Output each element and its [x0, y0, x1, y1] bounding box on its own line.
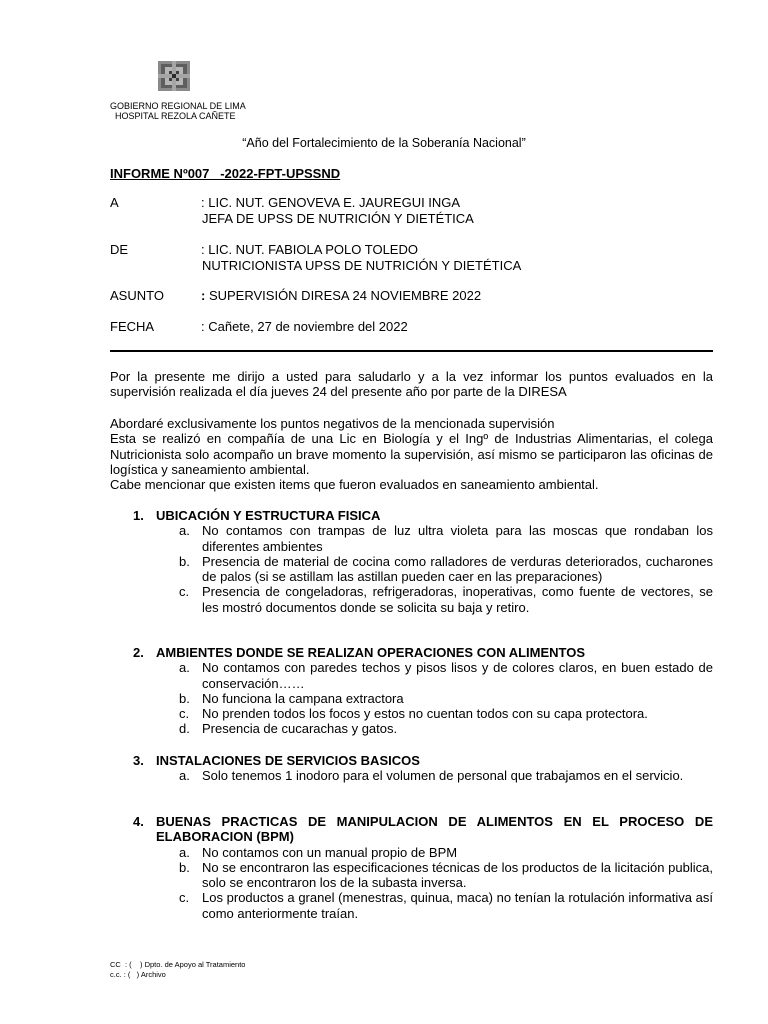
- section-4: [110, 814, 713, 921]
- section-title: UBICACIÓN Y ESTRUCTURA FISICA: [156, 508, 381, 523]
- divider: [110, 350, 713, 352]
- section-title: AMBIENTES DONDE SE REALIZAN OPERACIONES CON ALIMENTOS: [156, 645, 586, 660]
- item-marker: b.: [179, 553, 190, 569]
- list-item: [110, 890, 713, 921]
- section-heading: [110, 508, 713, 523]
- list-item: [110, 584, 713, 615]
- item-marker: c.: [179, 890, 190, 906]
- field-asunto-colon: :: [201, 288, 206, 303]
- field-de-value: : LIC. NUT. FABIOLA POLO TOLEDO: [201, 242, 418, 257]
- item-text: No funciona la campana extractora: [202, 690, 404, 706]
- copy-distribution: [110, 960, 245, 980]
- list-item: [110, 660, 713, 691]
- cc-line-2: c.c. : ( ) Archivo: [110, 970, 166, 979]
- section-3: [110, 753, 713, 784]
- section-heading: [110, 814, 713, 845]
- list-item: [110, 721, 713, 736]
- year-motto: “Año del Fortalecimiento de la Soberanía Nacional”: [242, 136, 526, 150]
- section-heading: [110, 753, 713, 768]
- item-marker: c.: [179, 584, 190, 600]
- field-asunto-value: SUPERVISIÓN DIRESA 24 NOVIEMBRE 2022: [205, 288, 482, 303]
- item-marker: b.: [179, 859, 190, 875]
- list-item: [110, 860, 713, 891]
- list-item: [110, 691, 713, 706]
- hospital-name: HOSPITAL REZOLA CAÑETE: [115, 111, 236, 121]
- item-marker: a.: [179, 844, 190, 860]
- item-marker: c.: [179, 706, 190, 722]
- field-de-position: NUTRICIONISTA UPSS DE NUTRICIÓN Y DIETÉTICA: [202, 258, 522, 273]
- section-number: 2.: [133, 645, 144, 660]
- section-number: 3.: [133, 753, 144, 768]
- list-item: [110, 554, 713, 585]
- context-paragraph: [110, 416, 713, 492]
- item-marker: b.: [179, 690, 190, 706]
- section-title: BUENAS PRACTICAS DE MANIPULACION DE ALIMENTOS EN EL PROCESO DE ELABORACION (BPM): [156, 814, 713, 845]
- field-de-label: DE: [110, 242, 129, 257]
- item-text: No contamos con un manual propio de BPM: [202, 844, 458, 860]
- list-item: [110, 523, 713, 554]
- section-heading: [110, 645, 713, 660]
- organization-header: [110, 101, 246, 121]
- item-text: No contamos con paredes techos y pisos lisos y de colores claros, en buen estado de conservación……: [202, 660, 713, 691]
- field-fecha-label: FECHA: [110, 319, 155, 334]
- section-1: [110, 508, 713, 615]
- item-marker: a.: [179, 768, 190, 784]
- item-text: Presencia de material de cocina como ralladores de verduras deteriorados, cucharones de palos (si se astillam las astillan pueden caer en las preparaciones): [202, 553, 713, 585]
- field-asunto-label: ASUNTO: [110, 288, 164, 303]
- item-text: No se encontraron las especificaciones técnicas de los productos de la licitación publica, solo se encontraron los de la subasta inversa.: [202, 859, 713, 891]
- seal-icon: [156, 60, 192, 92]
- context-line-2: Esta se realizó en compañía de una Lic en Biología y el Ingº de Industrias Alimentarias, el colega Nutricionista solo acompaño un brave momento la supervisión, así mismo se participaron las oficinas de logística y saneamiento ambiental.: [110, 431, 713, 477]
- item-text: Presencia de congeladoras, refrigeradoras, inoperativas, como fuente de vectores, se les mostró documentos donde se solicita su baja y retiro.: [202, 584, 713, 615]
- item-text: No contamos con trampas de luz ultra violeta para las moscas que rondaban los diferentes ambientes: [202, 523, 713, 554]
- item-marker: a.: [179, 660, 190, 676]
- intro-text: Por la presente me dirijo a usted para saludarlo y a la vez informar los puntos evaluados en la supervisión realizada el día jueves 24 del presente año por parte de la DIRESA: [110, 369, 713, 400]
- list-item: [110, 768, 713, 783]
- cc-line-1: CC : ( ) Dpto. de Apoyo al Tratamiento: [110, 960, 246, 969]
- intro-paragraph: [110, 369, 713, 400]
- item-marker: a.: [179, 523, 190, 539]
- report-title: INFORME Nº007 -2022-FPT-UPSSND: [110, 166, 341, 181]
- field-a-label: A: [110, 195, 119, 210]
- item-marker: d.: [179, 721, 190, 737]
- org-name: GOBIERNO REGIONAL DE LIMA: [110, 101, 246, 111]
- section-title: INSTALACIONES DE SERVICIOS BASICOS: [156, 753, 420, 768]
- item-text: Presencia de cucarachas y gatos.: [202, 721, 398, 737]
- item-text: Solo tenemos 1 inodoro para el volumen de personal que trabajamos en el servicio.: [202, 768, 684, 784]
- section-2: [110, 645, 713, 737]
- field-a-value: : LIC. NUT. GENOVEVA E. JAUREGUI INGA: [201, 195, 461, 210]
- item-text: Los productos a granel (menestras, quinua, maca) no tenían la rotulación informativa así como anteriormente traían.: [202, 890, 713, 921]
- context-line-3: Cabe mencionar que existen items que fueron evaluados en saneamiento ambiental.: [110, 477, 599, 493]
- list-item: [110, 706, 713, 721]
- field-fecha-value: : Cañete, 27 de noviembre del 2022: [201, 319, 408, 334]
- context-line-1: Abordaré exclusivamente los puntos negativos de la mencionada supervisión: [110, 416, 555, 431]
- section-number: 4.: [133, 814, 144, 829]
- section-number: 1.: [133, 508, 144, 523]
- list-item: [110, 845, 713, 860]
- field-a-position: JEFA DE UPSS DE NUTRICIÓN Y DIETÉTICA: [202, 211, 474, 226]
- item-text: No prenden todos los focos y estos no cuentan todos con su capa protectora.: [202, 706, 648, 722]
